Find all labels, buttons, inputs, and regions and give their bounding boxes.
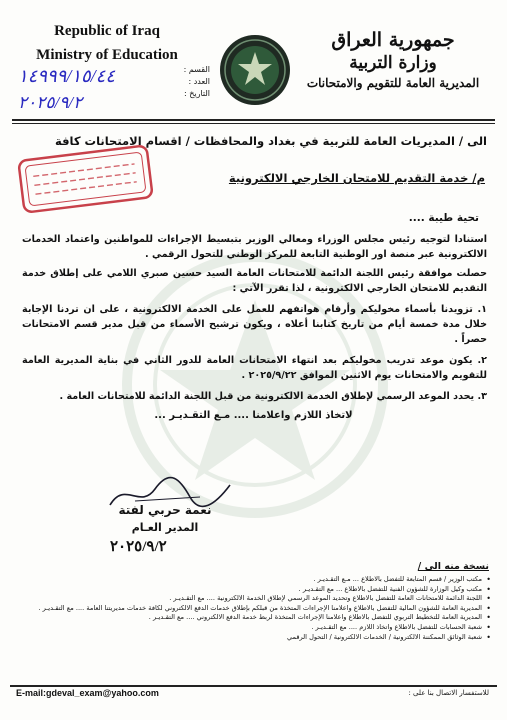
copy-to-item: • مكتب وكيل الوزارة للشؤون الفنية للتفضل بالاطلاع ... مع التقـديـر . [19, 585, 491, 595]
copy-to-list [19, 575, 491, 642]
country-name-ar: جمهورية العراق [331, 29, 455, 51]
header-divider [12, 119, 495, 121]
copy-to-item: • شعبة الحسابات للتفضل بالاطلاع واتخاذ اللازم .... مع التقـديـر . [19, 623, 491, 633]
copy-to-item: • شعبة الوثائق الممكننة الالكترونية / الخدمات الالكترونية / التحول الرقمي [19, 633, 491, 643]
header-divider-thin [12, 123, 495, 124]
copy-to-item: • اللجنة الدائمة للامتحانات العامة للتفضل بالاطلاع وتحديد الموعد الرسمي لإطلاق الخدمة الالكترونية .... مع التقـديـر . [19, 594, 491, 604]
footer-email: E-mail:gdeval_exam@yahoo.com [16, 688, 159, 698]
body-paragraph: حصلت موافقة رئيس اللجنة الدائمة للامتحانات العامة السيد حسين صبري اللامي على إطلاق خدمة التقديم للامتحان الخارجي الالكترونية ، لذا تقرر الآتي : [22, 268, 487, 294]
signature-date: ٢٠٢٥/٩/٢ [110, 539, 167, 555]
decision-item: ٢. يكون موعد تدريب مخوليكم بعد انتهاء الامتحانات العامة للدور الثاني في بناية المديرية العامة للتقويم والامتحانات يوم الاثنين الموافق ٢٠٢٥/٩/٢٢ . [22, 355, 487, 381]
copy-to-item: • المديرية العامة للشؤون المالية للتفضل بالاطلاع واعلامنا الإجراءات المتخذة من قبلكم بإطلاق خدمات الدفع الالكتروني لكافة خدمات مديريتنا العامة .... مع التقـديـر . [19, 604, 491, 614]
copy-to-item: • مكتب الوزير / قسم المتابعة للتفضل بالاطلاع ... مـع التقـديـر . [19, 575, 491, 585]
signatory-name: نعمة حربي لفتة [118, 503, 212, 517]
letter-subject: م/ خدمة التقديم للامتحان الخارجي الالكترونية [228, 171, 485, 185]
header-english [22, 22, 192, 64]
handwritten-reference-number: ١٤٩٩٩/١٥/٤٤ [18, 66, 116, 86]
copy-to-item: • المديرية العامة للتخطيط التربوي للتفضل بالاطلاع واعلامنا الإجراءات المتخذة لربط خدمة الدفع الالكتروني .... مع التقـديـر . [19, 613, 491, 623]
ministry-name-ar: وزارة التربية [349, 53, 437, 73]
section-label: القسم : [183, 65, 210, 74]
signatory-title: المدير العـام [131, 521, 199, 534]
footer-divider [10, 685, 497, 687]
closing-line: لاتخاذ اللازم واعلامنا .... مـع التقـديـر ... [154, 410, 353, 421]
addressee-line: الى / المديريات العامة للتربية في بغداد والمحافظات / اقسام الامتحانات كافة [55, 134, 487, 148]
ministry-name-en: Ministry of Education [36, 47, 178, 63]
body-paragraph: استنادا لتوجيه رئيس مجلس الوزراء ومعالي الوزير بتبسيط الإجراءات للمواطنين واعتماد الخدمات الالكترونية عبر منصة اور الوطنية التابعة للمركز الوطني للتحول الرقمي . [22, 234, 487, 260]
header-arabic [293, 28, 493, 92]
footer-contact-note: للاستفسار الاتصال بنا على : [408, 689, 489, 697]
directorate-name-ar: المديرية العامة للتقويم والامتحانات [306, 76, 480, 90]
copy-to-heading: نسخة منه الى / [417, 561, 489, 572]
date-label: التاريخ : [183, 89, 210, 98]
number-label: العدد : [188, 77, 210, 86]
received-stamp [15, 142, 156, 216]
decision-item: ١. تزويدنا بأسماء مخوليكم وأرقام هواتفهم للعمل على الخدمة الالكترونية ، على ان تردنا الإجابة خلال مدة خمسة أيام من تاريخ كتابنا أعلاه ، ويكون ترشيح الأسماء من قبل مدير قسم الامتحانات حصراً . [22, 304, 487, 345]
letter-body [22, 232, 487, 408]
country-name-en: Republic of Iraq [54, 23, 160, 39]
decision-item: ٣. يحدد الموعد الرسمي لإطلاق الخدمة الالكترونية من قبل اللجنة الدائمة للامتحانات العامة . [59, 391, 487, 402]
ministry-seal [218, 33, 292, 107]
greeting: تحية طيبة .... [408, 212, 479, 224]
handwritten-reference-date: ٢٠٢٥/٩/٢ [18, 93, 83, 112]
signature-block [80, 475, 250, 555]
